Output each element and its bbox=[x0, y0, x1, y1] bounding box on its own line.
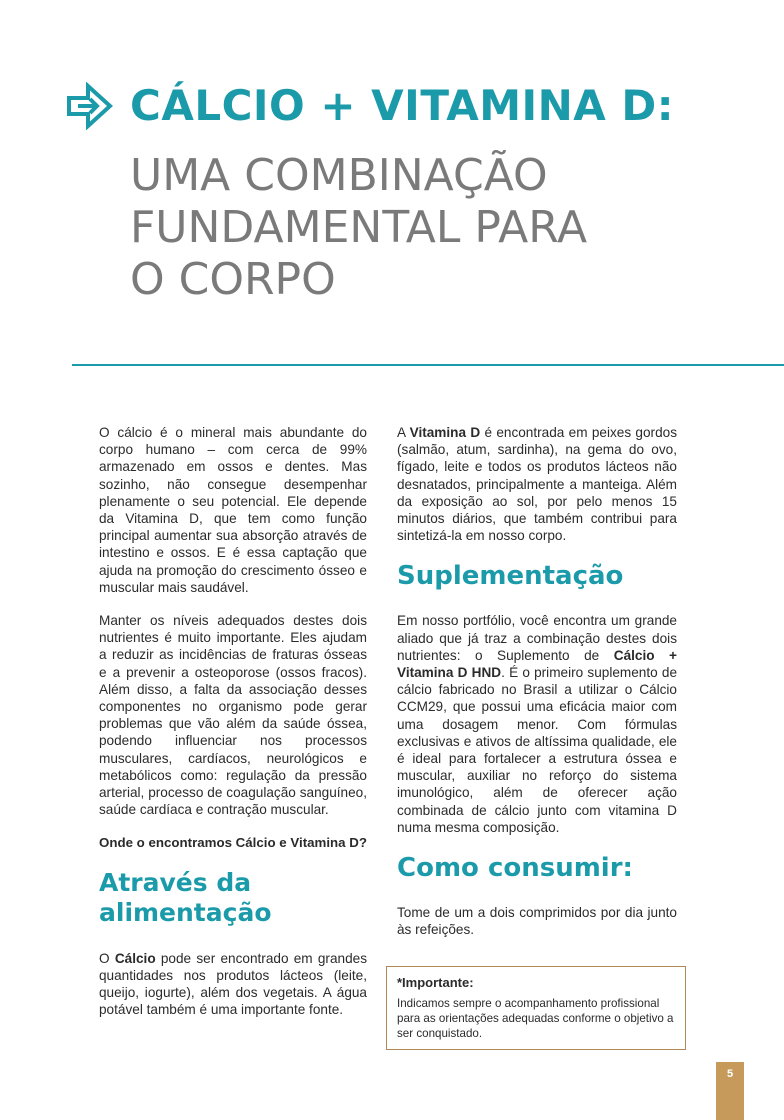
subtitle-line: UMA COMBINAÇÃO bbox=[130, 150, 548, 201]
subtitle-line: FUNDAMENTAL PARA bbox=[130, 202, 588, 253]
header-divider bbox=[72, 364, 784, 366]
note-title: *Importante: bbox=[397, 975, 474, 990]
subtitle-line: O CORPO bbox=[130, 254, 336, 305]
dosage-paragraph: Tome de um a dois comprimidos por dia junto às refeições. bbox=[397, 905, 677, 938]
where-to-find-question: Onde o encontramos Cálcio e Vitamina D? bbox=[99, 835, 367, 851]
calcium-intro-paragraph: O cálcio é o mineral mais abundante do corpo humano – com cerca de 99% armazenado em ossos e dentes. Mas sozinho, não consegue desempenhar plenamente o seu potencial. Ele depende da Vitamina D, que tem como função principal aumentar sua absorção através de intestino e ossos. E é essa captação que ajuda na promoção do crescimento ósseo e muscular mais saudável. bbox=[99, 425, 367, 595]
food-sources-heading: Através da alimentação bbox=[99, 867, 272, 927]
important-note-box bbox=[386, 966, 686, 1050]
page-title: CÁLCIO + VITAMINA D: bbox=[130, 81, 675, 130]
nutrients-importance-paragraph: Manter os níveis adequados destes dois nutrientes é muito importante. Eles ajudam a reduzir as incidências de fraturas ósseas e a prevenir a osteoporose (ossos fracos). Além disso, a falta da associação desses componentes no organismo pode gerar problemas que vão além da saúde óssea, podendo influenciar nos processos musculares, cardíacos, neurológicos e metabólicos como: regulação da pressão arterial, processo de coagulação sanguíneo, saúde cardíaca e contração muscular. bbox=[99, 613, 367, 818]
supplementation-heading: Suplementação bbox=[397, 561, 624, 592]
arrow-right-icon bbox=[66, 82, 114, 130]
left-column bbox=[99, 424, 367, 1034]
vitamin-d-sources-paragraph: A Vitamina D é encontrada em peixes gordos (salmão, atum, sardinha), na gema do ovo, fígado, leite e todos os produtos lácteos não desnatados, principalmente a manteiga. Além da exposição ao sol, por pelo menos 15 minutos diários, que também contribui para sintetizá-la em nosso corpo. bbox=[397, 425, 677, 544]
how-to-consume-heading: Como consumir: bbox=[397, 853, 633, 884]
supplement-paragraph: Em nosso portfólio, você encontra um grande aliado que já traz a combinação destes dois nutrientes: o Suplemento de Cálcio + Vitamina D HND. É o primeiro suplemento de cálcio fabricado no Brasil a utilizar o Cálcio CCM29, que possui uma eficácia maior com uma dosagem menor. Com fórmulas exclusivas e ativos de altíssima qualidade, ele é ideal para fortalecer a estrutura óssea e muscular, auxiliar no reforço do sistema imunológico, além de oferecer ação combinada de cálcio junto com vitamina D numa mesma composição. bbox=[397, 613, 677, 835]
page-number: 5 bbox=[716, 1062, 744, 1120]
right-column bbox=[397, 424, 677, 954]
note-text: Indicamos sempre o acompanhamento profissional para as orientações adequadas conforme o objetivo a ser conquistado. bbox=[397, 997, 674, 1040]
calcium-sources-paragraph: O Cálcio pode ser encontrado em grandes quantidades nos produtos lácteos (leite, queijo, iogurte), além dos vegetais. A água potável também é uma importante fonte. bbox=[99, 950, 367, 1018]
page-subtitle bbox=[130, 150, 587, 306]
